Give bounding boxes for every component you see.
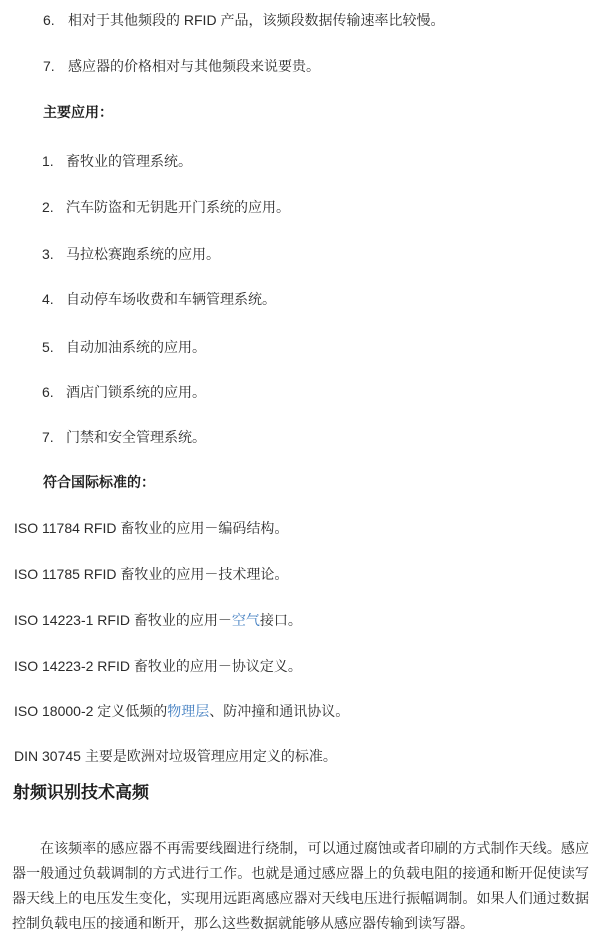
- list-item-number: 6.: [42, 384, 54, 400]
- list-item-text: 门禁和安全管理系统。: [66, 429, 206, 445]
- list-item-text: 感应器的价格相对与其他频段来说要贵。: [68, 58, 320, 74]
- standard-item: [14, 746, 337, 766]
- list-item-text: 马拉松赛跑系统的应用。: [66, 246, 220, 262]
- list-item-number: 5.: [42, 339, 54, 355]
- list-item-number: 2.: [42, 199, 54, 215]
- standard-item-text: ISO 14223-1 RFID 畜牧业的应用－: [14, 612, 232, 628]
- list-item: [42, 337, 206, 357]
- list-item: [42, 382, 206, 402]
- standard-item: [14, 610, 302, 630]
- standard-item-text: ISO 11785 RFID 畜牧业的应用－技术理论。: [14, 566, 289, 582]
- list-item-text: 相对于其他频段的 RFID 产品，该频段数据传输速率比较慢。: [68, 12, 445, 28]
- list-item-number: 7.: [43, 58, 55, 74]
- standards-heading: 符合国际标准的：: [43, 474, 155, 490]
- inline-link[interactable]: 物理层: [167, 703, 210, 719]
- standard-item: [14, 518, 288, 538]
- list-item-number: 1.: [42, 153, 54, 169]
- list-item: [43, 10, 444, 30]
- list-item-number: 3.: [42, 246, 54, 262]
- list-item-text: 酒店门锁系统的应用。: [66, 384, 206, 400]
- list-item: [42, 197, 290, 217]
- standard-item-text: ISO 18000-2 定义低频的: [14, 703, 168, 719]
- standard-item-text: ISO 14223-2 RFID 畜牧业的应用－协议定义。: [14, 658, 302, 674]
- list-item-number: 4.: [42, 291, 54, 307]
- standard-item: [14, 564, 288, 584]
- list-item: [42, 289, 276, 309]
- list-item: [42, 244, 220, 264]
- section-heading: 射频识别技术高频: [13, 783, 149, 802]
- list-item: [42, 427, 206, 447]
- standard-item-text: DIN 30745 主要是欧洲对垃圾管理应用定义的标准。: [14, 748, 337, 764]
- standard-item-text: 、防冲撞和通讯协议。: [209, 703, 350, 719]
- list-item-number: 7.: [42, 429, 54, 445]
- inline-link[interactable]: 空气: [231, 612, 260, 628]
- list-item-text: 汽车防盗和无钥匙开门系统的应用。: [66, 199, 290, 215]
- standard-item-text: ISO 11784 RFID 畜牧业的应用－编码结构。: [14, 520, 289, 536]
- list-item-text: 畜牧业的管理系统。: [66, 153, 192, 169]
- list-item-text: 自动停车场收费和车辆管理系统。: [66, 291, 276, 307]
- list-item-number: 6.: [43, 12, 55, 28]
- list-item: [42, 151, 192, 171]
- list-item: [43, 56, 320, 76]
- standard-item-text: 接口。: [259, 612, 302, 628]
- standard-item: [14, 656, 302, 676]
- list-item-text: 自动加油系统的应用。: [66, 339, 206, 355]
- standard-item: [14, 701, 349, 721]
- applications-heading: 主要应用：: [43, 104, 113, 120]
- body-paragraph: 在该频率的感应器不再需要线圈进行绕制，可以通过腐蚀或者印刷的方式制作天线。感应器一般通过负载调制的方式进行工作。也就是通过感应器上的负载电阻的接通和断开促使读写器天线上的电压发生变化，实现用远距离感应器对天线电压进行振幅调制。如果人们通过数据控制负载电压的接通和断开，那么这些数据就能够从感应器传输到读写器。: [12, 840, 589, 931]
